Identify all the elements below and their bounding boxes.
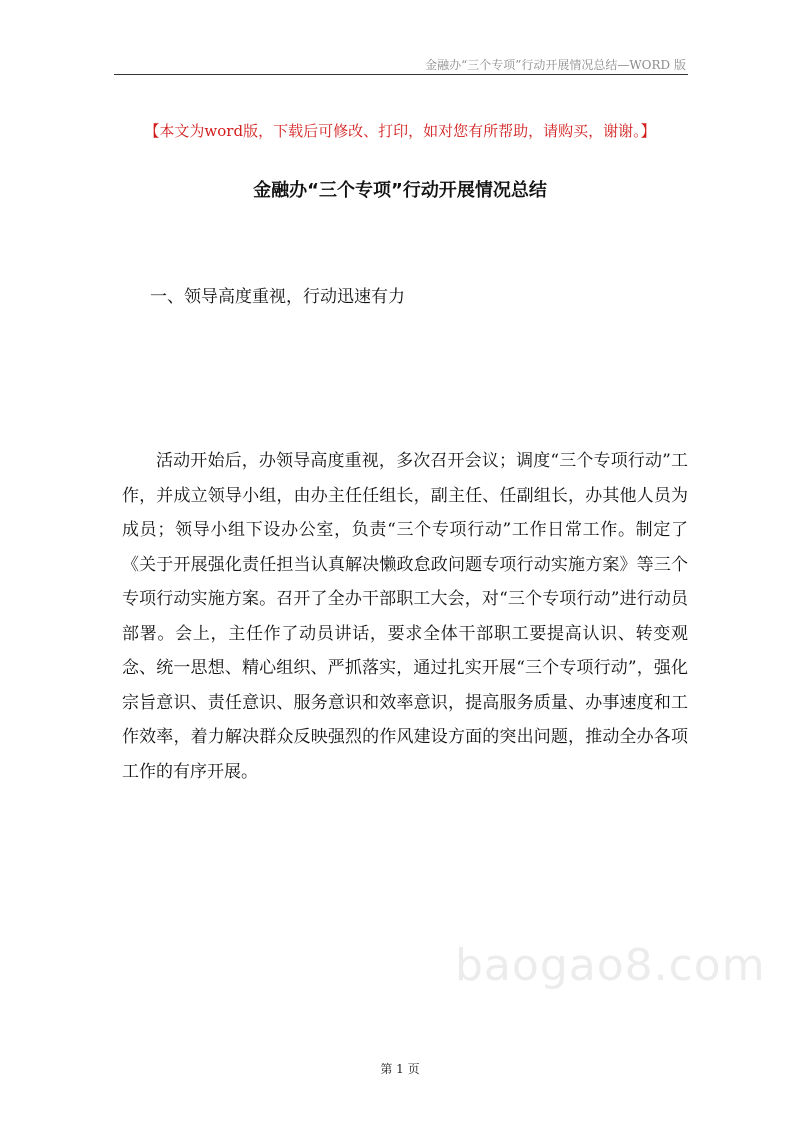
body-paragraph: 活动开始后，办领导高度重视，多次召开会议；调度“三个专项行动”工作，并成立领导小组，由办主任任组长，副主任、任副组长，办其他人员为成员；领导小组下设办公室，负责“三个专项行动”工作日常工作。制定了《关于开展强化责任担当认真解决懒政怠政问题专项行动实施方案》等三个专项行动实施方案。召开了全办干部职工大会，对“三个专项行动”进行动员部署。会上，主任作了动员讲话，要求全体干部职工要提高认识、转变观念、统一思想、精心组织、严抓落实，通过扎实开展“三个专项行动”，强化宗旨意识、责任意识、服务意识和效率意识，提高服务质量、办事速度和工作效率，着力解决群众反映强烈的作风建设方面的突出问题，推动全办各项工作的有序开展。 xyxy=(122,451,688,782)
header-divider xyxy=(114,74,688,75)
page-number: 第 1 页 xyxy=(380,1062,420,1076)
section-heading: 一、领导高度重视，行动迅速有力 xyxy=(150,287,405,307)
document-title: 金融办“三个专项”行动开展情况总结 xyxy=(253,180,547,201)
download-notice: 【本文为word版，下载后可修改、打印，如对您有所帮助，请购买，谢谢。】 xyxy=(144,122,656,140)
site-watermark: baogao8.com xyxy=(455,940,766,991)
running-header: 金融办“三个专项”行动开展情况总结—WORD 版 xyxy=(425,58,686,72)
